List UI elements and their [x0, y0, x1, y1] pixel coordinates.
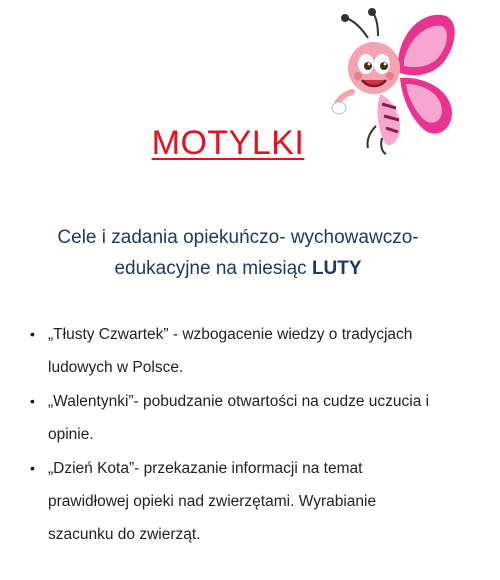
month-name: LUTY — [311, 258, 362, 279]
list-item-line: „Walentynki”- pobudzanie otwartości na cudze uczucia i — [48, 393, 430, 410]
subtitle — [18, 222, 458, 284]
goals-list — [30, 318, 470, 552]
subtitle-line-2-text: edukacyjne na miesiąc — [114, 258, 312, 279]
list-item-line: opinie. — [48, 426, 94, 443]
bullet-icon: • — [30, 326, 35, 342]
list-item-line: prawidłowej opieki nad zwierzętami. Wyrabianie — [48, 493, 377, 510]
subtitle-line-1: Cele i zadania opiekuńczo- wychowawczo- — [57, 227, 419, 248]
list-item — [30, 318, 470, 384]
list-item-line: „Dzień Kota”- przekazanie informacji na temat — [48, 460, 363, 477]
list-item — [30, 385, 470, 451]
list-item — [30, 452, 470, 551]
list-item-line: ludowych w Polsce. — [48, 359, 184, 376]
bullet-icon: • — [30, 460, 35, 476]
subtitle-line-2 — [18, 253, 458, 284]
list-item-line: „Tłusty Czwartek” - wzbogacenie wiedzy o tradycjach — [48, 326, 413, 343]
bullet-icon: • — [30, 393, 35, 409]
page-title: MOTYLKI — [151, 124, 305, 162]
list-item-line: szacunku do zwierząt. — [48, 526, 201, 543]
